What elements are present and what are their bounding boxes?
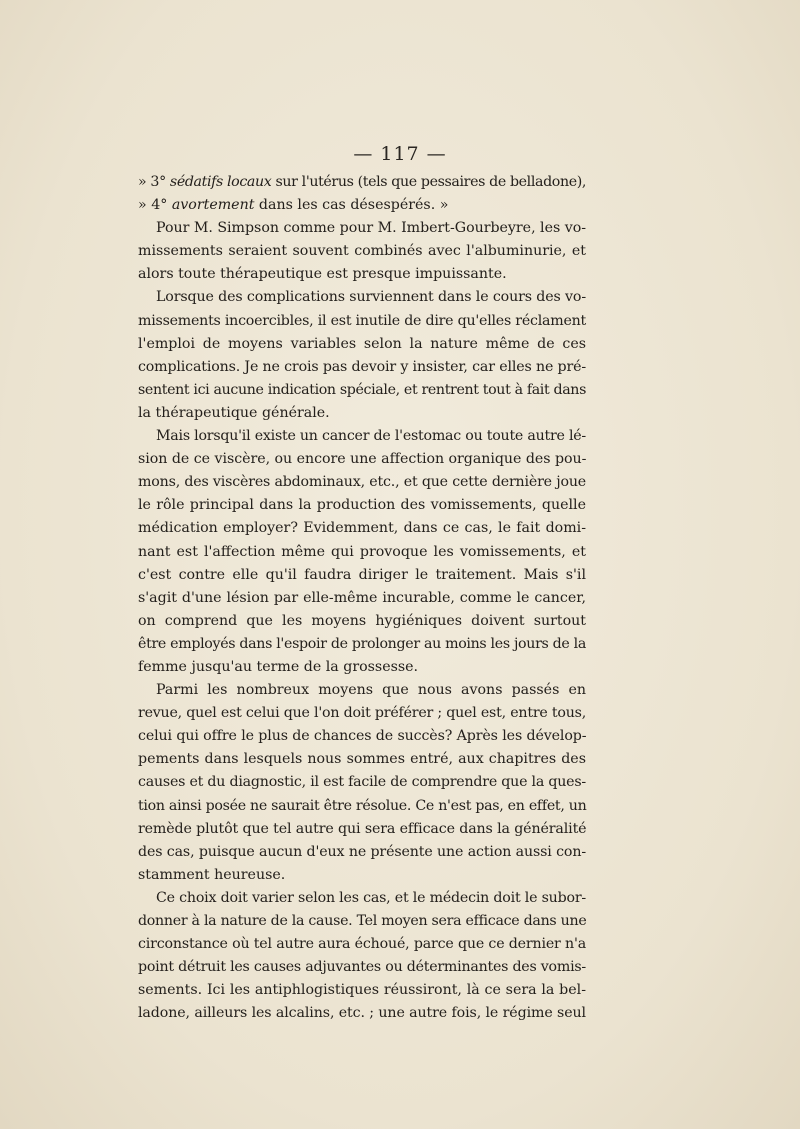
text-line xyxy=(138,194,586,217)
text-line: revue, quel est celui que l'on doit préférer ; quel est, entre tous, xyxy=(138,705,586,722)
text-line: Ce choix doit varier selon les cas, et le médecin doit le subor- xyxy=(156,889,586,906)
text-line: on comprend que les moyens hygiéniques doivent surtout xyxy=(138,612,586,629)
line-prefix: » 3° xyxy=(138,174,170,190)
page-number: — 117 — xyxy=(353,143,447,165)
text-line: la thérapeutique générale. xyxy=(138,404,330,421)
text-line: Parmi les nombreux moyens que nous avons passés en xyxy=(156,682,586,699)
text-line xyxy=(138,171,586,194)
text-line: femme jusqu'au terme de la grossesse. xyxy=(138,658,419,675)
line-suffix: sur l'utérus (tels que pessaires de belladone), xyxy=(271,174,586,190)
text-line: être employés dans l'espoir de prolonger au moins les jours de la xyxy=(138,635,586,652)
text-line: le rôle principal dans la production des vomissements, quelle xyxy=(138,497,586,514)
text-line: Lorsque des complications surviennent dans le cours des vo- xyxy=(156,289,586,306)
body-text xyxy=(138,171,586,1025)
text-line: Mais lorsqu'il existe un cancer de l'estomac ou toute autre lé- xyxy=(156,428,586,445)
text-line: circonstance où tel autre aura échoué, parce que ce dernier n'a xyxy=(138,936,586,953)
text-line: sements. Ici les antiphlogistiques réussiront, là ce sera la bel- xyxy=(138,982,586,999)
text-line: pements dans lesquels nous sommes entré, aux chapitres des xyxy=(138,751,586,768)
text-line: celui qui offre le plus de chances de succès? Après les dévelop- xyxy=(138,728,587,745)
line-prefix: » 4° xyxy=(138,197,172,214)
text-line: sion de ce viscère, ou encore une affection organique des pou- xyxy=(138,451,587,468)
italic-term: avortement xyxy=(171,197,255,214)
text-line: missements seraient souvent combinés avec l'albuminurie, et xyxy=(138,243,586,260)
text-line: mons, des viscères abdominaux, etc., et que cette dernière joue xyxy=(138,474,586,491)
text-line: alors toute thérapeutique est presque impuissante. xyxy=(138,266,507,283)
text-line: l'emploi de moyens variables selon la nature même de ces xyxy=(138,335,586,352)
text-line: missements incoercibles, il est inutile de dire qu'elles réclament xyxy=(138,312,586,329)
text-line: causes et du diagnostic, il est facile de comprendre que la ques- xyxy=(138,774,586,791)
text-line: remède plutôt que tel autre qui sera efficace dans la généralité xyxy=(138,820,587,837)
text-line: des cas, puisque aucun d'eux ne présente une action aussi con- xyxy=(138,843,586,860)
text-line: ladone, ailleurs les alcalins, etc. ; une autre fois, le régime seul xyxy=(138,1005,586,1022)
italic-term: sédatifs locaux xyxy=(169,174,272,190)
text-line: Pour M. Simpson comme pour M. Imbert-Gourbeyre, les vo- xyxy=(156,220,586,237)
text-line: sentent ici aucune indication spéciale, et rentrent tout à fait dans xyxy=(138,381,586,398)
text-line: complications. Je ne crois pas devoir y insister, car elles ne pré- xyxy=(138,358,586,375)
line-suffix: dans les cas désespérés. » xyxy=(254,197,449,214)
text-line: point détruit les causes adjuvantes ou déterminantes des vomis- xyxy=(138,959,586,976)
text-line: s'agit d'une lésion par elle-même incurable, comme le cancer, xyxy=(138,589,586,606)
text-line: donner à la nature de la cause. Tel moyen sera efficace dans une xyxy=(138,913,587,929)
text-line: stamment heureuse. xyxy=(138,866,286,883)
text-line: médication employer? Evidemment, dans ce cas, le fait domi- xyxy=(138,520,586,537)
text-line: nant est l'affection même qui provoque les vomissements, et xyxy=(138,543,586,560)
text-line: tion ainsi posée ne saurait être résolue. Ce n'est pas, en effet, un xyxy=(138,797,587,814)
text-line: c'est contre elle qu'il faudra diriger le traitement. Mais s'il xyxy=(138,566,586,583)
